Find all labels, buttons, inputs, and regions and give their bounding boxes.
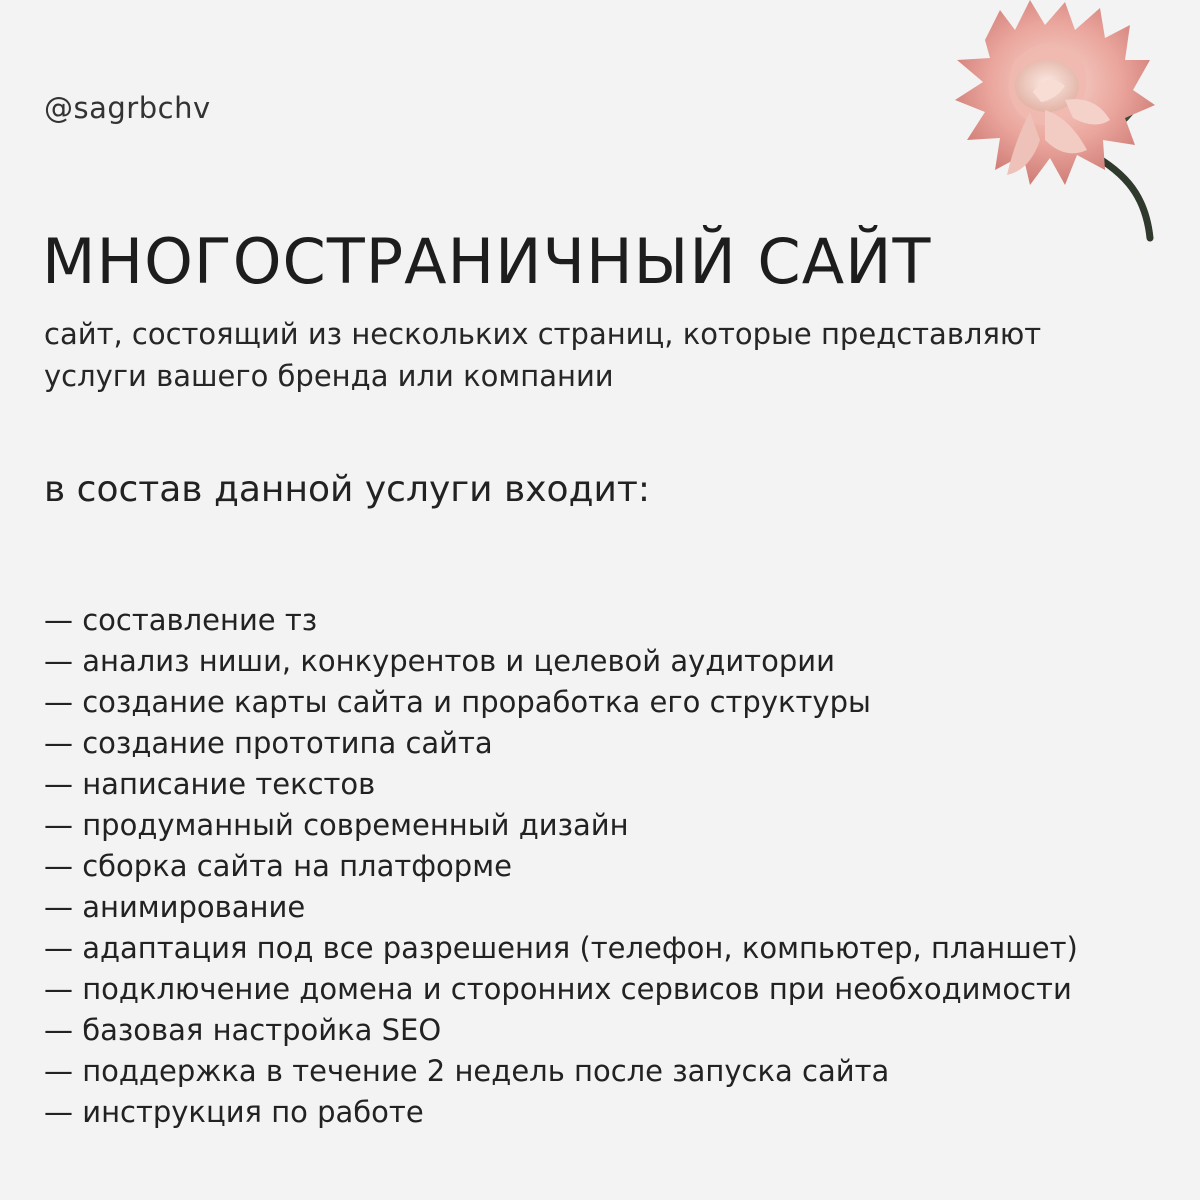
list-item: — анализ ниши, конкурентов и целевой аудитории — [44, 644, 835, 678]
list-item: — создание прототипа сайта — [44, 726, 493, 760]
service-description: сайт, состоящий из нескольких страниц, которые представляют услуги вашего бренда или компании — [44, 317, 1042, 394]
page-title: МНОГОСТРАНИЧНЫЙ САЙТ — [42, 224, 932, 298]
list-item: — базовая настройка SEO — [44, 1013, 442, 1047]
list-item: — составление тз — [44, 603, 318, 637]
list-item: — написание текстов — [44, 767, 376, 801]
list-item: — адаптация под все разрешения (телефон, компьютер, планшет) — [44, 931, 1078, 965]
list-item: — создание карты сайта и проработка его структуры — [44, 685, 871, 719]
carnation-flower-icon — [945, 0, 1175, 245]
list-item: — сборка сайта на платформе — [44, 849, 512, 883]
list-item: — поддержка в течение 2 недель после запуска сайта — [44, 1054, 890, 1088]
list-item: — продуманный современный дизайн — [44, 808, 629, 842]
author-handle: @sagrbchv — [44, 91, 211, 125]
list-item: — подключение домена и сторонних сервисов при необходимости — [44, 972, 1072, 1006]
includes-heading: в состав данной услуги входит: — [44, 469, 650, 510]
list-item: — инструкция по работе — [44, 1095, 424, 1129]
list-item: — анимирование — [44, 890, 306, 924]
services-list — [44, 600, 1174, 1133]
